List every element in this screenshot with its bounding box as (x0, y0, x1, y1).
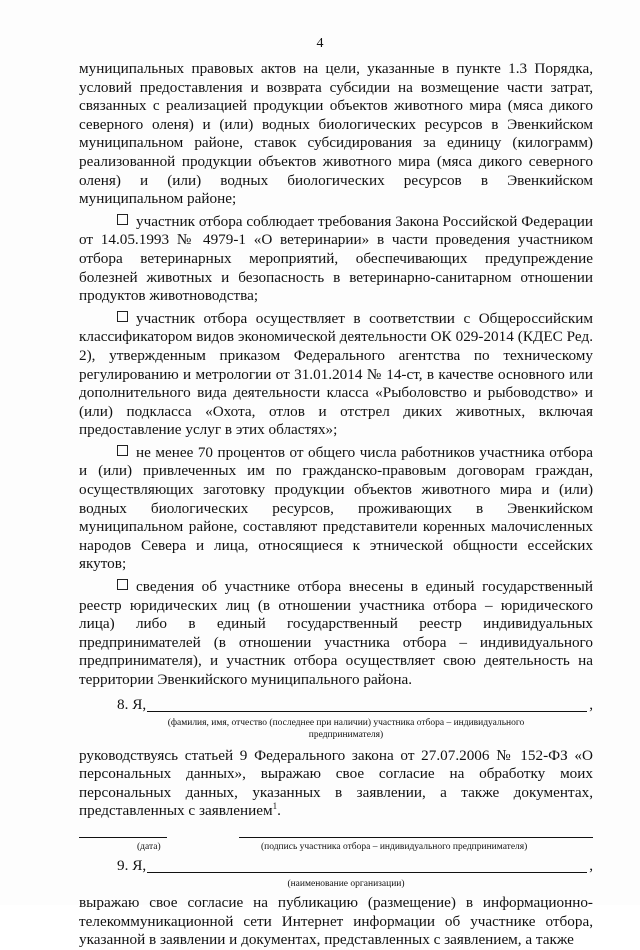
item8-text (79, 747, 593, 821)
item-veterinary-text: участник отбора соблюдает требования Закона Российской Федерации от 14.05.1993 № 4979-1 «О ветеринарии» в части проведения участником отбора ветеринарных мероприятий, обеспечивающих предупреждение болезней животных и безопасность в ветеринарно-санитарном отношении продуктов животноводства; (79, 212, 593, 305)
item-registry (79, 578, 593, 690)
item9-fill-row (79, 857, 593, 877)
item9-text: выражаю свое согласие на публикацию (размещение) в информационно-телекоммуникационной сети Интернет информации об участнике отбора, указанной в заявлении и документах, представленных с заявлением, а также (79, 893, 593, 949)
item8-comma: , (589, 695, 593, 713)
signature-lines (79, 827, 593, 857)
caption-signature: (подпись участника отбора – индивидуального предпринимателя) (261, 841, 528, 852)
caption-fio: (фамилия, имя, отчество (последнее при наличии) участника отбора – индивидуального предпринимателя) (167, 717, 525, 740)
checkbox-icon (117, 445, 128, 456)
item9-comma: , (589, 856, 593, 874)
checkbox-icon (117, 214, 128, 225)
item8-text-end: . (277, 802, 281, 820)
checkbox-icon (117, 579, 128, 590)
item8-number: 8. Я, (117, 695, 147, 713)
item9-number: 9. Я, (117, 856, 147, 874)
item-workers-text: не менее 70 процентов от общего числа работников участника отбора и (или) привлеченных им по гражданско-правовым договорам граждан, осуществляющих заготовку продукции объектов животного мира и (или) водных биологических ресурсов, проживающих в Эвенкийском муниципальном районе, составляют представители коренных малочисленных народов Севера и лица, относящиеся к этнической общности ессейских якутов; (79, 443, 593, 573)
item-registry-text: сведения об участнике отбора внесены в единый государственный реестр юридических лиц (в отношении участника отбора – юридического лица) либо в единый государственный реестр индивидуальных предпринимателей (в отношении участника отбора – индивидуального предпринимателя), и участник отбора осуществляет свою деятельность на территории Эвенкийского муниципального района. (79, 578, 593, 688)
fio-blank-line (147, 711, 587, 712)
paragraph-intro: муниципальных правовых актов на цели, указанные в пункте 1.3 Порядка, условий предоставления и возврата субсидии на возмещение части затрат, связанных с реализацией продукции объектов животного мира (мяса дикого северного оленя) и (или) водных биологических ресурсов в Эвенкийском муниципальном районе, ставок субсидирования за единицу (килограмм) реализованной продукции объектов животного мира (мяса дикого северного оленя) и (или) водных биологических ресурсов в Эвенкийском муниципальном районе; (79, 60, 593, 208)
checkbox-icon (117, 311, 128, 322)
document-body (79, 60, 593, 950)
caption-org: (наименование организации) (287, 878, 405, 889)
item-okved (79, 310, 593, 440)
item-okved-text: участник отбора осуществляет в соответствии с Общероссийским классификатором видов экономической деятельности ОК 029-2014 (КДЕС Ред. 2), утвержденным приказом Федерального агентства по техническому регулированию и метрологии от 31.01.2014 № 14-ст, в качестве основного или дополнительного вида деятельности класса «Рыболовство и рыбоводство» и (или) подкласса «Охота, отлов и отстрел диких животных, включая предоставление услуг в этих областях»; (79, 309, 593, 439)
item8-fill-row (79, 696, 593, 716)
item-workers (79, 444, 593, 574)
footnote-mark: 1 (272, 801, 278, 812)
date-blank-line (79, 837, 167, 838)
item8-text-body: руководствуясь статьей 9 Федерального закона от 27.07.2006 № 152-ФЗ «О персональных данных», выражаю свое согласие на обработку моих персональных данных, указанных в заявлении, а также документах, представленных с заявлением (79, 746, 593, 820)
caption-date: (дата) (137, 841, 161, 852)
item-veterinary (79, 213, 593, 306)
signature-blank-line (239, 837, 593, 838)
page-number: 4 (316, 36, 324, 51)
org-blank-line (147, 872, 587, 873)
